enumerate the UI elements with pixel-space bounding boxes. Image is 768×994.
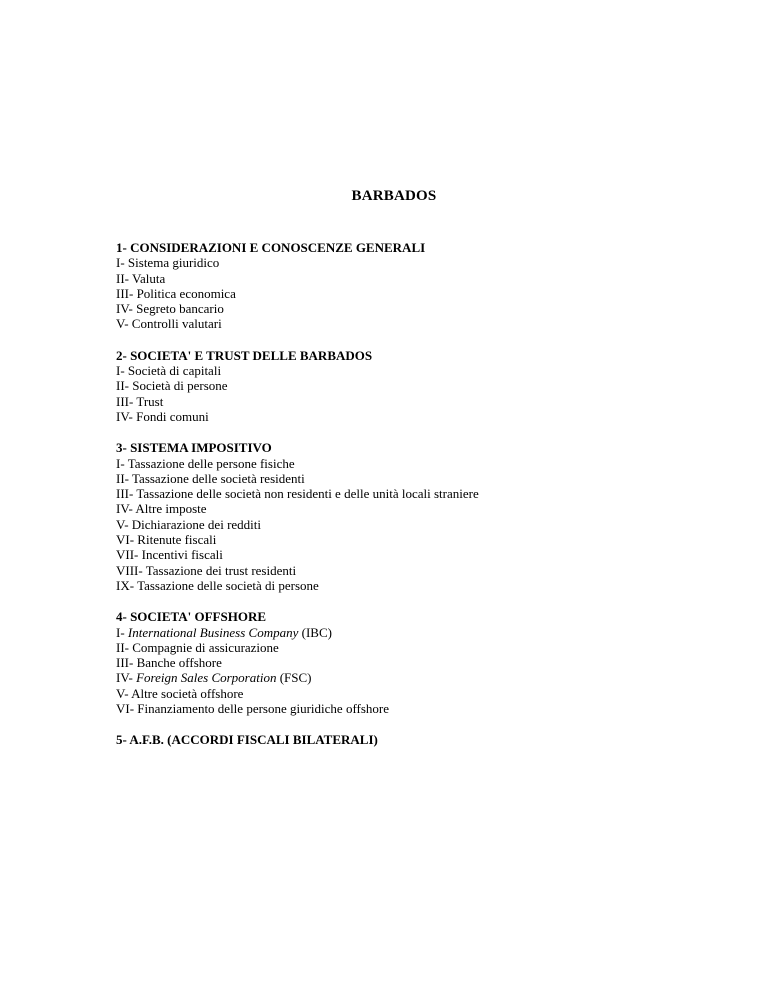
item-text: Sistema giuridico [127, 255, 220, 271]
list-item [116, 394, 676, 409]
section-heading: 3- SISTEMA IMPOSITIVO [116, 440, 272, 456]
table-of-contents [116, 240, 676, 764]
item-suffix: (FSC) [276, 670, 312, 686]
item-text: Tassazione delle società non residenti e delle unità locali straniere [136, 486, 479, 502]
item-number: V- [116, 316, 132, 332]
list-item [116, 640, 676, 655]
section-heading: 2- SOCIETA' E TRUST DELLE BARBADOS [116, 347, 373, 363]
list-item [116, 363, 676, 378]
item-text: Politica economica [136, 285, 236, 301]
item-number: V- [116, 685, 132, 701]
item-number: VII- [116, 547, 142, 563]
list-item [116, 655, 676, 670]
list-item [116, 271, 676, 286]
item-number: II- [116, 639, 133, 655]
document-title-text: BARBADOS [351, 188, 437, 204]
item-number: I- [116, 455, 128, 471]
section-4 [116, 609, 676, 716]
item-italic-text: International Business Company [127, 624, 299, 640]
item-number: I- [116, 363, 128, 379]
item-text: Compagnie di assicurazione [132, 639, 279, 655]
document-title [0, 188, 768, 205]
item-text: Banche offshore [136, 655, 222, 671]
item-text: Altre società offshore [131, 685, 244, 701]
item-text: Tassazione delle società residenti [132, 470, 305, 486]
item-number: III- [116, 285, 137, 301]
list-item [116, 486, 676, 501]
item-number: IV- [116, 301, 137, 317]
item-text: Ritenute fiscali [137, 532, 217, 548]
list-item [116, 255, 676, 270]
item-number: VI- [116, 701, 138, 717]
section-1 [116, 240, 676, 332]
section-5 [116, 732, 676, 747]
list-item [116, 517, 676, 532]
list-item [116, 686, 676, 701]
list-item [116, 471, 676, 486]
item-number: IV- [116, 408, 137, 424]
list-item [116, 456, 676, 471]
item-number: II- [116, 270, 133, 286]
item-text: Dichiarazione dei redditi [131, 516, 262, 532]
section-heading: 4- SOCIETA' OFFSHORE [116, 609, 267, 625]
section-3 [116, 440, 676, 593]
list-item [116, 578, 676, 593]
item-text: Società di capitali [127, 363, 222, 379]
item-number: V- [116, 516, 132, 532]
item-text: Altre imposte [135, 501, 207, 517]
list-item [116, 501, 676, 516]
section-2 [116, 348, 676, 424]
item-number: I- [116, 624, 128, 640]
item-number: IV- [116, 670, 137, 686]
item-text: Incentivi fiscali [141, 547, 223, 563]
item-number: II- [116, 470, 133, 486]
section-heading: 5- A.F.B. (ACCORDI FISCALI BILATERALI) [116, 732, 378, 748]
item-text: Trust [136, 393, 164, 409]
item-number: III- [116, 655, 137, 671]
item-number: I- [116, 255, 128, 271]
item-number: II- [116, 378, 133, 394]
list-item [116, 378, 676, 393]
list-item [116, 701, 676, 716]
item-text: Tassazione dei trust residenti [145, 562, 297, 578]
section-heading: 1- CONSIDERAZIONI E CONOSCENZE GENERALI [116, 240, 426, 255]
item-text: Tassazione delle società di persone [137, 577, 319, 593]
list-item [116, 316, 676, 331]
list-item [116, 286, 676, 301]
item-text: Controlli valutari [131, 316, 222, 332]
list-item [116, 670, 676, 685]
list-item [116, 547, 676, 562]
list-item [116, 301, 676, 316]
item-number: IX- [116, 577, 138, 593]
list-item [116, 532, 676, 547]
item-text: Società di persone [132, 378, 228, 394]
item-number: VI- [116, 532, 138, 548]
item-text: Segreto bancario [136, 301, 224, 317]
list-item [116, 563, 676, 578]
item-text: Valuta [132, 270, 166, 286]
item-number: III- [116, 486, 137, 502]
item-suffix: (IBC) [298, 624, 332, 640]
item-italic-text: Foreign Sales Corporation [136, 670, 277, 686]
item-number: VIII- [116, 562, 146, 578]
item-number: IV- [116, 501, 136, 517]
item-text: Fondi comuni [136, 408, 209, 424]
list-item [116, 409, 676, 424]
item-number: III- [116, 393, 137, 409]
item-text: Finanziamento delle persone giuridiche offshore [137, 701, 390, 717]
list-item [116, 625, 676, 640]
item-text: Tassazione delle persone fisiche [127, 455, 295, 471]
